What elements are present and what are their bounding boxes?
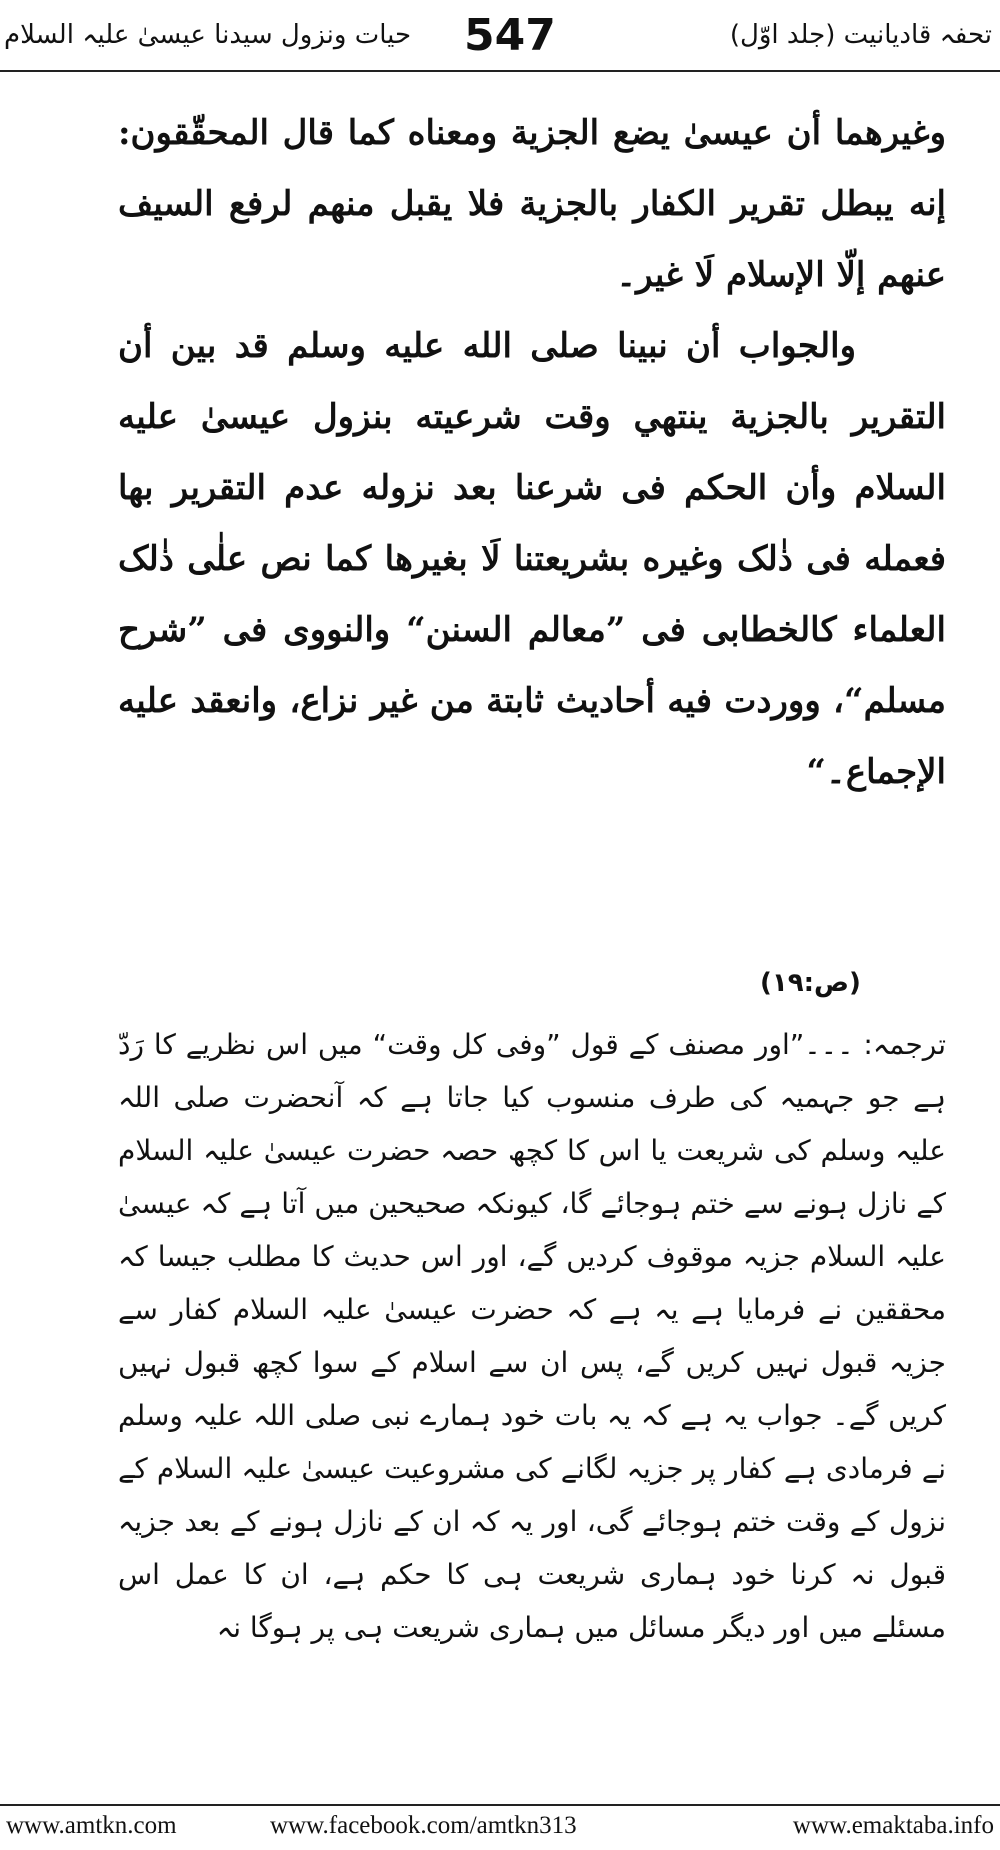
urdu-translation-block <box>118 1018 946 1654</box>
footer-divider <box>0 1804 1000 1806</box>
page-number: 547 <box>464 10 556 61</box>
urdu-translation-text: ترجمہ: ۔۔۔”اور مصنف کے قول ”وفی کل وقت“ میں اس نظریے کا رَدّ ہے جو جہمیہ کی طرف منسوب کیا جاتا ہے کہ آنحضرت صلی اللہ علیہ وسلم کی شریعت یا اس کا کچھ حصہ حضرت عیسیٰ علیہ السلام کے نازل ہونے سے ختم ہوجائے گا، کیونکہ صحیحین میں آتا ہے کہ عیسیٰ علیہ السلام جزیہ موقوف کردیں گے، اور اس حدیث کا مطلب جیسا کہ محققین نے فرمایا ہے یہ ہے کہ حضرت عیسیٰ علیہ السلام کفار سے جزیہ قبول نہیں کریں گے، پس ان سے اسلام کے سوا کچھ قبول نہیں کریں گے۔ جواب یہ ہے کہ یہ بات خود ہمارے نبی صلی اللہ علیہ وسلم نے فرمادی ہے کفار پر جزیہ لگانے کی مشروعیت عیسیٰ علیہ السلام کے نزول کے وقت ختم ہوجائے گی، اور یہ کہ ان کے نازل ہونے کے بعد جزیہ قبول نہ کرنا خود ہماری شریعت ہی کا حکم ہے، ان کا عمل اس مسئلے میں اور دیگر مسائل میں ہماری شریعت ہی پر ہوگا نہ <box>118 1028 946 1644</box>
header-divider <box>0 70 1000 72</box>
footer-link-amtkn[interactable]: www.amtkn.com <box>6 1812 177 1839</box>
arabic-paragraph-1: وغیرهما أن عیسیٰ یضع الجزیة ومعناه كما قال المحقّقون: إنه يبطل تقرير الكفار بالجزية فلا يقبل منهم لرفع السيف عنهم إلّا الإسلام لَا غير۔ <box>118 113 946 295</box>
footer-link-facebook[interactable]: www.facebook.com/amtkn313 <box>270 1812 577 1839</box>
arabic-paragraph-2: والجواب أن نبينا صلى الله عليه وسلم قد بين أن التقرير بالجزية ينتهي وقت شرعيته بنزول عيسیٰ عليه السلام وأن الحكم فی شرعنا بعد نزوله عدم التقرير بها فعمله فی ذٰلک وغیره بشریعتنا لَا بغیرها كما نص علٰی ذٰلک العلماء كالخطابی فی ”معالم السنن“ والنووی فی ”شرح مسلم“، ووردت فیه أحادیث ثابتة من غير نزاع، وانعقد علیه الإجماع۔“ <box>118 326 946 792</box>
page-reference: (ص:۱۹) <box>760 968 861 998</box>
book-title: تحفہ قادیانیت (جلد اوّل) <box>729 20 992 50</box>
arabic-quote-block <box>118 98 946 808</box>
page-footer <box>0 1808 1000 1848</box>
footer-link-emaktaba[interactable]: www.emaktaba.info <box>792 1812 994 1839</box>
page-header <box>0 0 1000 64</box>
book-section-title: حیات ونزول سیدنا عیسیٰ علیہ السلام <box>4 20 412 50</box>
